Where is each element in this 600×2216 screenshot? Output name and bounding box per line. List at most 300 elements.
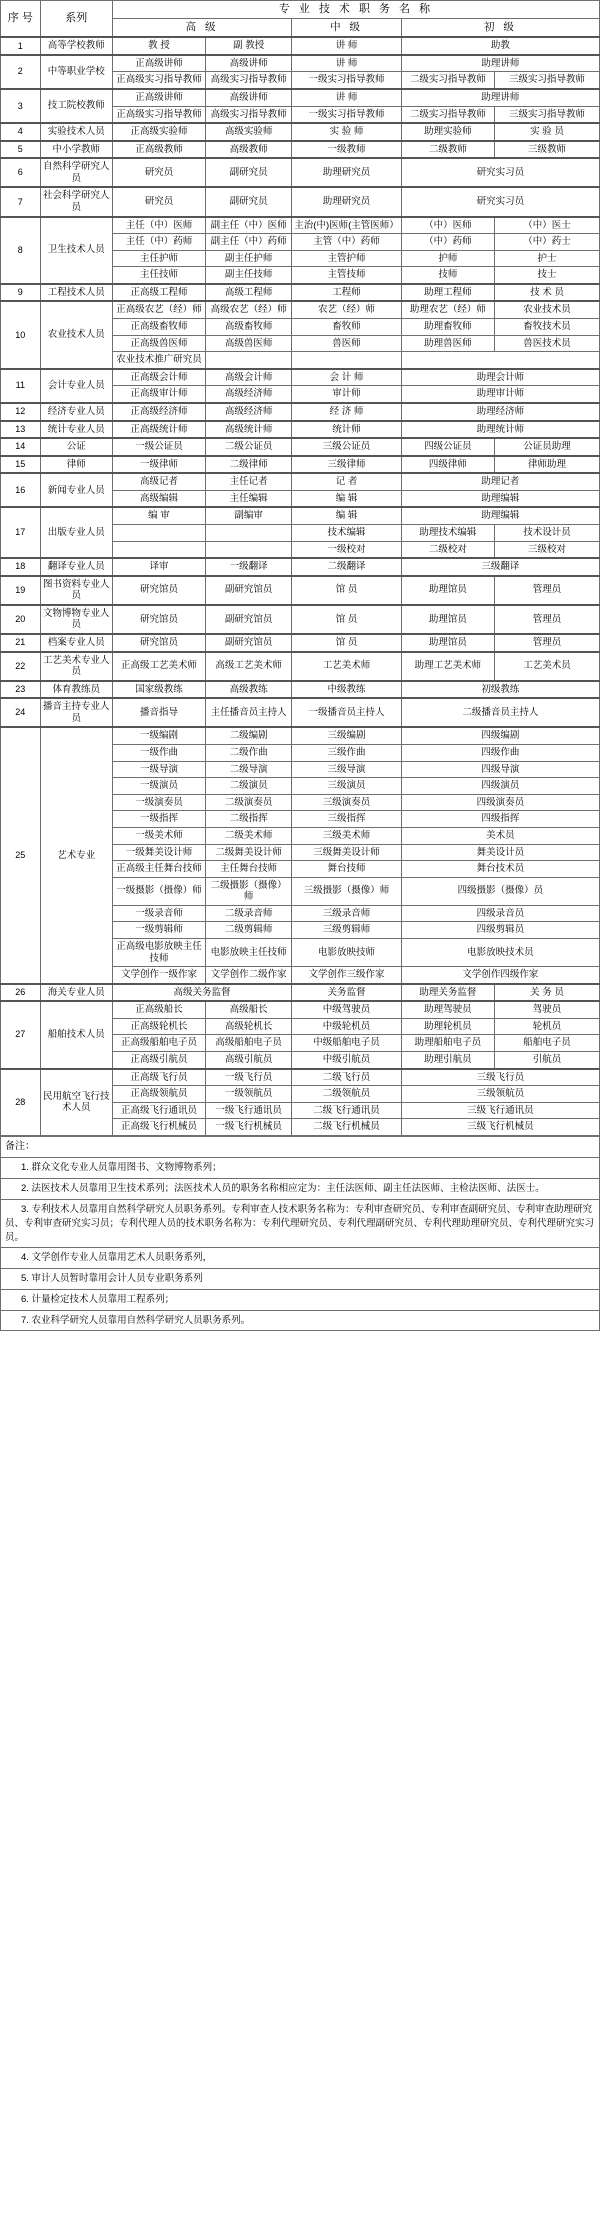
table-row xyxy=(1,438,600,456)
title-cell: 管理员 xyxy=(495,605,600,634)
title-cell: 舞美设计员 xyxy=(401,844,599,861)
table-row xyxy=(1,369,600,386)
title-cell: 助教 xyxy=(401,37,599,55)
title-cell: 二级播音员主持人 xyxy=(401,698,599,727)
title-cell: 技术编辑 xyxy=(292,524,402,541)
title-cell: 助理记者 xyxy=(401,473,599,490)
notes-label: 备注： xyxy=(1,1136,600,1158)
title-cell: 助理编辑 xyxy=(401,490,599,507)
title-cell: 编 辑 xyxy=(292,490,402,507)
title-cell: 助理会计师 xyxy=(401,369,599,386)
title-cell: 正高级船舶电子员 xyxy=(112,1035,205,1052)
note-item: 4. 文学创作专业人员靠用艺术人员职务系列， xyxy=(1,1248,600,1269)
title-cell: 四级导演 xyxy=(401,761,599,778)
title-cell: 三级飞行机械员 xyxy=(401,1119,599,1136)
note-item: 2. 法医技术人员靠用卫生技术系列；法医技术人员的职务名称相应定为：主任法医师、副主任法医师、主检法医师、法医士。 xyxy=(1,1179,600,1200)
title-cell: 三级飞行员 xyxy=(401,1069,599,1086)
row-series-name: 中小学教师 xyxy=(40,141,112,159)
title-cell: 正高级农艺（经）师 xyxy=(112,301,205,318)
title-cell: 统计师 xyxy=(292,421,402,439)
header-col-series: 系列 xyxy=(40,1,112,38)
title-cell: 一级作曲 xyxy=(112,745,205,762)
note-row xyxy=(1,1269,600,1290)
title-cell: 主任播音员主持人 xyxy=(206,698,292,727)
title-cell: 主任编辑 xyxy=(206,490,292,507)
title-cell: 主治(中)医师(主管医师） xyxy=(292,217,402,234)
table-row xyxy=(1,403,600,421)
title-cell: 护士 xyxy=(495,250,600,267)
title-cell: 研究实习员 xyxy=(401,158,599,187)
note-row xyxy=(1,1289,600,1310)
title-cell: 研究员 xyxy=(112,187,205,216)
title-cell: 国家级教练 xyxy=(112,681,205,699)
title-cell: 二级公证员 xyxy=(206,438,292,456)
empty-cell xyxy=(112,541,205,558)
title-cell: 一级飞行机械员 xyxy=(206,1119,292,1136)
title-cell: 二级摄影（摄像）师 xyxy=(206,877,292,905)
title-cell: 正高级飞行机械员 xyxy=(112,1119,205,1136)
title-cell: 高级轮机长 xyxy=(206,1018,292,1035)
title-cell: 二级飞行通讯员 xyxy=(292,1102,402,1119)
title-cell: 二级剪辑师 xyxy=(206,922,292,939)
title-cell: 讲 师 xyxy=(292,55,402,72)
title-cell: 主管（中）药师 xyxy=(292,234,402,251)
title-cell: 农艺（经）师 xyxy=(292,301,402,318)
title-cell: 正高级飞行员 xyxy=(112,1069,205,1086)
title-cell: 助理审计师 xyxy=(401,386,599,403)
title-cell: 正高级讲师 xyxy=(112,89,205,106)
row-number: 9 xyxy=(1,284,41,302)
title-cell: 三级美术师 xyxy=(292,827,402,844)
title-cell: 三级教师 xyxy=(495,141,600,159)
title-cell: 中级轮机员 xyxy=(292,1018,402,1035)
title-cell: 主管护师 xyxy=(292,250,402,267)
title-cell: 中级驾驶员 xyxy=(292,1001,402,1018)
table-row xyxy=(1,507,600,524)
title-cell: 一级飞行通讯员 xyxy=(206,1102,292,1119)
title-cell: 二级飞行员 xyxy=(292,1069,402,1086)
title-cell: 正高级兽医师 xyxy=(112,335,205,352)
table-row xyxy=(1,681,600,699)
title-cell: 三级演员 xyxy=(292,778,402,795)
title-cell: 三级实习指导教师 xyxy=(495,106,600,123)
row-number: 3 xyxy=(1,89,41,123)
title-cell: 律师助理 xyxy=(495,456,600,474)
title-cell: 二级编剧 xyxy=(206,727,292,744)
title-cell: 播音指导 xyxy=(112,698,205,727)
title-cell: 正高级会计师 xyxy=(112,369,205,386)
title-cell: 农业技术推广研究员 xyxy=(112,352,205,369)
title-cell: 高级实习指导教师 xyxy=(206,106,292,123)
title-cell: 主管技师 xyxy=(292,267,402,284)
title-cell: 记 者 xyxy=(292,473,402,490)
title-cell: 助理农艺（经）师 xyxy=(401,301,494,318)
title-cell: 高级船舶电子员 xyxy=(206,1035,292,1052)
row-number: 16 xyxy=(1,473,41,507)
title-cell: 文学创作三级作家 xyxy=(292,967,402,984)
title-cell: 一级校对 xyxy=(292,541,402,558)
title-cell: 三级摄影（摄像）师 xyxy=(292,877,402,905)
title-cell: 兽医技术员 xyxy=(495,335,600,352)
title-cell: 副研究员 xyxy=(206,158,292,187)
title-cell: 高级教师 xyxy=(206,141,292,159)
title-cell: 正高级主任舞台技师 xyxy=(112,861,205,878)
row-number: 26 xyxy=(1,984,41,1002)
note-item: 6. 计量检定技术人员靠用工程系列； xyxy=(1,1289,600,1310)
title-cell: 正高级讲师 xyxy=(112,55,205,72)
title-cell: 三级编剧 xyxy=(292,727,402,744)
table-row xyxy=(1,605,600,634)
title-cell: 译审 xyxy=(112,558,205,576)
row-number: 23 xyxy=(1,681,41,699)
row-number: 18 xyxy=(1,558,41,576)
title-cell: 高级关务监督 xyxy=(112,984,291,1002)
table-header xyxy=(1,1,600,38)
title-cell: 中级引航员 xyxy=(292,1052,402,1069)
title-cell: 副研究馆员 xyxy=(206,576,292,605)
title-cell: 舞台技术员 xyxy=(401,861,599,878)
title-cell: 一级领航员 xyxy=(206,1086,292,1103)
note-item: 3. 专利技术人员靠用自然科学研究人员职务系列。专利审查人技术职务名称为：专利审查研究员、专利审查副研究员、专利审查助理研究员、专利审查研究实习员；专利代理人员的技术职务名称为：专利代理研究员、专利代理副研究员、专利代理助理研究员、专利代理研究实习员。 xyxy=(1,1199,600,1247)
title-cell: 助理引航员 xyxy=(401,1052,494,1069)
notes-table xyxy=(0,1136,600,1331)
title-cell: 关 务 员 xyxy=(495,984,600,1002)
title-cell: 四级剪辑员 xyxy=(401,922,599,939)
title-cell: 电影放映技术员 xyxy=(401,939,599,967)
title-cell: 研究馆员 xyxy=(112,634,205,652)
title-cell: 一级指挥 xyxy=(112,811,205,828)
table-row xyxy=(1,1001,600,1018)
table-row xyxy=(1,652,600,681)
title-cell: 助理船舶电子员 xyxy=(401,1035,494,1052)
title-cell: 助理研究员 xyxy=(292,158,402,187)
title-cell: 四级演奏员 xyxy=(401,794,599,811)
title-cell: 二级教师 xyxy=(401,141,494,159)
empty-cell xyxy=(292,352,402,369)
title-cell: 工程师 xyxy=(292,284,402,302)
title-cell: 初级教练 xyxy=(401,681,599,699)
table-row xyxy=(1,141,600,159)
title-cell: 正高级实习指导教师 xyxy=(112,106,205,123)
title-cell: 主任护师 xyxy=(112,250,205,267)
note-row xyxy=(1,1248,600,1269)
table-row xyxy=(1,456,600,474)
title-cell: 高级会计师 xyxy=(206,369,292,386)
title-cell: 工艺美术师 xyxy=(292,652,402,681)
title-cell: 助理讲师 xyxy=(401,89,599,106)
row-series-name: 播音主持专业人员 xyxy=(40,698,112,727)
table-row xyxy=(1,558,600,576)
title-cell: 关务监督 xyxy=(292,984,402,1002)
row-series-name: 民用航空飞行技术人员 xyxy=(40,1069,112,1136)
row-series-name: 文物博物专业人员 xyxy=(40,605,112,634)
header-level-high: 高 级 xyxy=(112,19,291,37)
title-cell: 高级经济师 xyxy=(206,386,292,403)
title-cell: 二级律师 xyxy=(206,456,292,474)
title-cell: 三级翻译 xyxy=(401,558,599,576)
row-number: 27 xyxy=(1,1001,41,1068)
row-number: 19 xyxy=(1,576,41,605)
title-cell: 三级实习指导教师 xyxy=(495,72,600,89)
title-cell: 助理经济师 xyxy=(401,403,599,421)
title-cell: 四级演员 xyxy=(401,778,599,795)
title-cell: 一级导演 xyxy=(112,761,205,778)
title-cell: 技士 xyxy=(495,267,600,284)
title-cell: 三级剪辑师 xyxy=(292,922,402,939)
title-cell: 管理员 xyxy=(495,576,600,605)
title-cell: 副主任技师 xyxy=(206,267,292,284)
title-cell: 副研究馆员 xyxy=(206,634,292,652)
row-series-name: 经济专业人员 xyxy=(40,403,112,421)
title-cell: 研究实习员 xyxy=(401,187,599,216)
title-cell: 四级摄影（摄像）员 xyxy=(401,877,599,905)
title-cell: 工艺美术员 xyxy=(495,652,600,681)
row-series-name: 农业技术人员 xyxy=(40,301,112,368)
title-cell: 一级摄影（摄像）师 xyxy=(112,877,205,905)
title-cell: 研究馆员 xyxy=(112,605,205,634)
title-cell: 四级作曲 xyxy=(401,745,599,762)
title-cell: 中级船舶电子员 xyxy=(292,1035,402,1052)
title-cell: 高级工程师 xyxy=(206,284,292,302)
title-cell: 正高级领航员 xyxy=(112,1086,205,1103)
title-cell: 中级教练 xyxy=(292,681,402,699)
title-cell: 正高级统计师 xyxy=(112,421,205,439)
row-series-name: 律师 xyxy=(40,456,112,474)
title-cell: 高级讲师 xyxy=(206,89,292,106)
title-cell: 审计师 xyxy=(292,386,402,403)
row-number: 7 xyxy=(1,187,41,216)
title-cell: 一级教师 xyxy=(292,141,402,159)
table-row xyxy=(1,473,600,490)
title-cell: 四级律师 xyxy=(401,456,494,474)
row-number: 8 xyxy=(1,217,41,284)
row-series-name: 卫生技术人员 xyxy=(40,217,112,284)
title-cell: 驾驶员 xyxy=(495,1001,600,1018)
title-cell: 正高级引航员 xyxy=(112,1052,205,1069)
row-number: 17 xyxy=(1,507,41,558)
title-cell: 畜牧技术员 xyxy=(495,319,600,336)
note-row xyxy=(1,1158,600,1179)
title-cell: 副研究员 xyxy=(206,187,292,216)
row-series-name: 实验技术人员 xyxy=(40,123,112,141)
row-number: 15 xyxy=(1,456,41,474)
title-cell: 技 术 员 xyxy=(495,284,600,302)
title-cell: 兽医师 xyxy=(292,335,402,352)
title-cell: 三级飞行通讯员 xyxy=(401,1102,599,1119)
title-cell: 文学创作四级作家 xyxy=(401,967,599,984)
title-cell: 高级农艺（经）师 xyxy=(206,301,292,318)
header-level-low: 初 级 xyxy=(401,19,599,37)
title-cell: 高级编辑 xyxy=(112,490,205,507)
row-number: 1 xyxy=(1,37,41,55)
row-series-name: 艺术专业 xyxy=(40,727,112,983)
title-cell: 正高级飞行通讯员 xyxy=(112,1102,205,1119)
title-cell: 三级导演 xyxy=(292,761,402,778)
title-cell: 一级实习指导教师 xyxy=(292,106,402,123)
title-cell: 一级律师 xyxy=(112,456,205,474)
note-item: 1. 群众文化专业人员靠用图书、文物博物系列； xyxy=(1,1158,600,1179)
title-cell: 一级录音师 xyxy=(112,905,205,922)
title-cell: 二级翻译 xyxy=(292,558,402,576)
title-cell: 文学创作二级作家 xyxy=(206,967,292,984)
title-cell: 助理工艺美术师 xyxy=(401,652,494,681)
empty-cell xyxy=(206,352,292,369)
title-cell: 高级畜牧师 xyxy=(206,319,292,336)
title-cell: （中）药士 xyxy=(495,234,600,251)
row-number: 14 xyxy=(1,438,41,456)
table-row xyxy=(1,187,600,216)
table-row xyxy=(1,576,600,605)
title-cell: 馆 员 xyxy=(292,634,402,652)
row-number: 20 xyxy=(1,605,41,634)
note-row xyxy=(1,1179,600,1200)
title-cell: 轮机员 xyxy=(495,1018,600,1035)
title-cell: 助理工程师 xyxy=(401,284,494,302)
title-cell: 电影放映技师 xyxy=(292,939,402,967)
title-cell: 一级舞美设计师 xyxy=(112,844,205,861)
title-cell: 二级演奏员 xyxy=(206,794,292,811)
title-cell: 副主任（中）药师 xyxy=(206,234,292,251)
table-row xyxy=(1,1069,600,1086)
table-row xyxy=(1,37,600,55)
title-cell: 主任（中）药师 xyxy=(112,234,205,251)
note-row xyxy=(1,1199,600,1247)
note-item: 7. 农业科学研究人员靠用自然科学研究人员职务系列。 xyxy=(1,1310,600,1331)
title-cell: 副编审 xyxy=(206,507,292,524)
table-row xyxy=(1,984,600,1002)
title-cell: 三级律师 xyxy=(292,456,402,474)
title-cell: 馆 员 xyxy=(292,605,402,634)
title-cell: 文学创作一级作家 xyxy=(112,967,205,984)
note-row xyxy=(1,1310,600,1331)
title-cell: （中）医士 xyxy=(495,217,600,234)
row-number: 21 xyxy=(1,634,41,652)
title-cell: 助理关务监督 xyxy=(401,984,494,1002)
table-row xyxy=(1,158,600,187)
title-cell: 三级作曲 xyxy=(292,745,402,762)
title-cell: 高级工艺美术师 xyxy=(206,652,292,681)
title-cell: 高级船长 xyxy=(206,1001,292,1018)
title-cell: 护师 xyxy=(401,250,494,267)
table-body xyxy=(1,37,600,1135)
row-series-name: 工程技术人员 xyxy=(40,284,112,302)
title-cell: 技术设计员 xyxy=(495,524,600,541)
title-cell: 正高级畜牧师 xyxy=(112,319,205,336)
title-cell: 编 辑 xyxy=(292,507,402,524)
title-cell: 会 计 师 xyxy=(292,369,402,386)
row-series-name: 船舶技术人员 xyxy=(40,1001,112,1068)
row-series-name: 工艺美术专业人员 xyxy=(40,652,112,681)
table-row xyxy=(1,421,600,439)
title-cell: 正高级电影放映主任技师 xyxy=(112,939,205,967)
title-cell: 实 验 员 xyxy=(495,123,600,141)
title-cell: 副 教授 xyxy=(206,37,292,55)
title-cell: 编 审 xyxy=(112,507,205,524)
title-cell: 副研究馆员 xyxy=(206,605,292,634)
row-number: 28 xyxy=(1,1069,41,1136)
table-row xyxy=(1,634,600,652)
row-number: 10 xyxy=(1,301,41,368)
title-cell: 三级公证员 xyxy=(292,438,402,456)
title-cell: 一级公证员 xyxy=(112,438,205,456)
title-cell: 二级指挥 xyxy=(206,811,292,828)
title-cell: 三级指挥 xyxy=(292,811,402,828)
title-cell: 二级实习指导教师 xyxy=(401,106,494,123)
title-cell: 讲 师 xyxy=(292,89,402,106)
title-cell: 副主任（中）医师 xyxy=(206,217,292,234)
row-number: 11 xyxy=(1,369,41,403)
title-cell: 船舶电子员 xyxy=(495,1035,600,1052)
title-cell: 四级录音员 xyxy=(401,905,599,922)
row-number: 12 xyxy=(1,403,41,421)
title-cell: 高级教练 xyxy=(206,681,292,699)
title-cell: 二级美术师 xyxy=(206,827,292,844)
row-series-name: 中等职业学校 xyxy=(40,55,112,89)
empty-cell xyxy=(401,352,599,369)
title-cell: 农业技术员 xyxy=(495,301,600,318)
row-number: 5 xyxy=(1,141,41,159)
title-cell: 一级演奏员 xyxy=(112,794,205,811)
title-cell: 二级舞美设计师 xyxy=(206,844,292,861)
title-cell: 主任技师 xyxy=(112,267,205,284)
title-cell: 助理研究员 xyxy=(292,187,402,216)
row-series-name: 出版专业人员 xyxy=(40,507,112,558)
title-cell: 助理统计师 xyxy=(401,421,599,439)
row-number: 24 xyxy=(1,698,41,727)
row-series-name: 社会科学研究人员 xyxy=(40,187,112,216)
title-cell: 助理实验师 xyxy=(401,123,494,141)
table-row xyxy=(1,698,600,727)
title-cell: 主任（中）医师 xyxy=(112,217,205,234)
title-cell: 一级播音员主持人 xyxy=(292,698,402,727)
title-cell: 主任舞台技师 xyxy=(206,861,292,878)
title-cell: 四级指挥 xyxy=(401,811,599,828)
title-cell: 经 济 师 xyxy=(292,403,402,421)
title-cell: 高级统计师 xyxy=(206,421,292,439)
title-cell: 研究馆员 xyxy=(112,576,205,605)
title-cell: 助理兽医师 xyxy=(401,335,494,352)
note-item: 5. 审计人员暂时靠用会计人员专业职务系列 xyxy=(1,1269,600,1290)
title-cell: 高级实习指导教师 xyxy=(206,72,292,89)
table-row xyxy=(1,123,600,141)
title-cell: 正高级经济师 xyxy=(112,403,205,421)
header-title: 专 业 技 术 职 务 名 称 xyxy=(112,1,599,19)
title-cell: （中）药师 xyxy=(401,234,494,251)
row-series-name: 公证 xyxy=(40,438,112,456)
table-row xyxy=(1,284,600,302)
title-cell: 正高级轮机长 xyxy=(112,1018,205,1035)
title-cell: 高级兽医师 xyxy=(206,335,292,352)
table-row xyxy=(1,89,600,106)
title-cell: 二级录音师 xyxy=(206,905,292,922)
title-cell: 一级翻译 xyxy=(206,558,292,576)
title-cell: 讲 师 xyxy=(292,37,402,55)
title-cell: 一级飞行员 xyxy=(206,1069,292,1086)
title-cell: 正高级工艺美术师 xyxy=(112,652,205,681)
title-cell: 正高级实验师 xyxy=(112,123,205,141)
title-cell: 正高级审计师 xyxy=(112,386,205,403)
title-cell: 二级领航员 xyxy=(292,1086,402,1103)
title-cell: 畜牧师 xyxy=(292,319,402,336)
empty-cell xyxy=(206,541,292,558)
title-cell: 主任记者 xyxy=(206,473,292,490)
title-cell: 二级作曲 xyxy=(206,745,292,762)
header-row-1 xyxy=(1,1,600,19)
title-cell: 公证员助理 xyxy=(495,438,600,456)
header-col-no: 序 号 xyxy=(1,1,41,38)
title-cell: 一级美术师 xyxy=(112,827,205,844)
row-number: 25 xyxy=(1,727,41,983)
